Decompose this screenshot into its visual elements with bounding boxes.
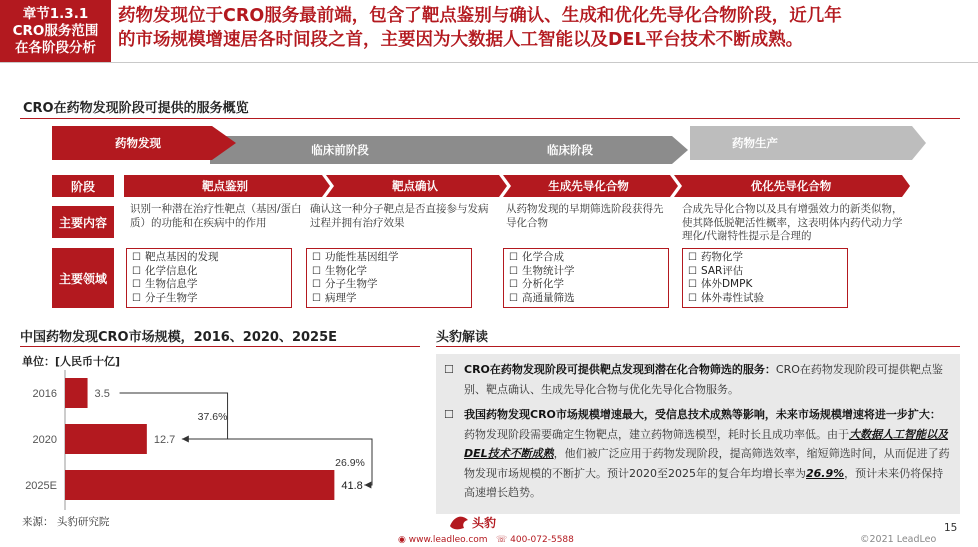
insight-2-text-2: ，他们被广泛应用于药物发现阶段，提高筛选效率，缩短筛选时间，从而促进了药物发现市场规模的不断扩大。预计2020至2025年的复合年均增长率为 xyxy=(464,447,950,480)
copyright: ©2021 LeadLeo xyxy=(860,534,937,545)
row-label-content: 主要内容 xyxy=(52,206,114,238)
phase-label-discovery: 药物发现 xyxy=(115,136,161,150)
bar-2016 xyxy=(65,378,88,408)
bar-2025E xyxy=(65,470,334,500)
insight-2-text-1: 药物发现阶段需要确定生物靶点，建立药物筛选模型，耗时长且成功率低。由于 xyxy=(464,427,849,441)
stage-fields-4 xyxy=(682,248,848,308)
phone-text: 400-072-5588 xyxy=(510,535,574,545)
bar-2020 xyxy=(65,424,147,454)
list-item: ☐ 生物信息学 xyxy=(132,278,286,292)
chart-title: 中国药物发现CRO市场规模，2016、2020、2025E xyxy=(20,330,338,345)
footer-website[interactable] xyxy=(398,535,488,545)
globe-icon: ◉ xyxy=(398,535,409,545)
source-note: 来源： 头豹研究院 xyxy=(22,516,110,528)
insight-item-2 xyxy=(444,405,950,503)
insight-panel xyxy=(436,354,960,514)
stage-header-1: 靶点鉴别 xyxy=(202,179,248,193)
stage-header-4: 优化先导化合物 xyxy=(750,179,832,193)
list-item: ☐ SAR评估 xyxy=(688,265,842,279)
growth-label-2: 26.9% xyxy=(335,457,365,469)
insight-2-highlight-1: 大数据人工智能以及DEL技术不断成熟 xyxy=(464,427,948,460)
list-item: ☐ 分子生物学 xyxy=(132,292,286,306)
list-item: ☐ 化学信息化 xyxy=(132,265,286,279)
section-tag-line-3: 在各阶段分析 xyxy=(15,40,96,56)
tick-label: 2016 xyxy=(32,388,57,400)
overview-title: CRO在药物发现阶段可提供的服务概览 xyxy=(23,101,249,116)
stage-header-2: 靶点确认 xyxy=(392,179,438,193)
page-number: 15 xyxy=(944,522,958,534)
page-title-line-2: 的市场规模增速居各时间段之首，主要因为大数据人工智能以及DEL平台技术不断成熟。 xyxy=(118,30,804,50)
insight-2-bold: 我国药物发现CRO市场规模增速最大，受信息技术成熟等影响，未来市场规模增速将进一步扩大： xyxy=(464,408,941,421)
list-item: ☐ 高通量筛选 xyxy=(509,292,663,306)
website-text: www.leadleo.com xyxy=(408,535,488,545)
stage-content-3: 从药物发现的早期筛选阶段获得先导化合物 xyxy=(506,203,664,229)
phase-label-production: 药物生产 xyxy=(732,136,778,150)
list-item: ☐ 病理学 xyxy=(312,292,466,306)
list-item: ☐ 体外DMPK xyxy=(688,278,842,292)
chart-unit: 单位：[人民币十亿] xyxy=(22,355,121,368)
stage-fields-3 xyxy=(503,248,669,308)
insight-title: 头豹解读 xyxy=(436,330,489,345)
stage-header-3: 生成先导化合物 xyxy=(548,179,629,193)
insight-2-text-3: ，预计未来仍将保持高速增长趋势。 xyxy=(464,466,944,499)
list-item: ☐ 分析化学 xyxy=(509,278,663,292)
section-tag-line-1: 章节1.3.1 xyxy=(22,6,89,22)
list-item: ☐ 分子生物学 xyxy=(312,278,466,292)
section-tag-line-2: CRO服务范围 xyxy=(12,23,99,39)
stage-content-2: 确认这一种分子靶点是否直接参与发病过程并拥有治疗效果 xyxy=(310,203,489,229)
list-item: ☐ 功能性基因组学 xyxy=(312,251,466,265)
stage-content-4: 合成先导化合物以及具有增强效力的新类似物，使其降低脱靶活性概率，这表明体内药代动力学理化/代谢特性提示是合理的 xyxy=(682,203,903,242)
growth-label-1: 37.6% xyxy=(197,411,228,423)
list-item: ☐ 药物化学 xyxy=(688,251,842,265)
leadleo-logo xyxy=(448,512,508,534)
phone-icon: ☏ xyxy=(496,535,511,545)
row-label-stage: 阶段 xyxy=(52,175,114,197)
phase-arrows xyxy=(0,0,978,200)
insight-2-highlight-2: 26.9% xyxy=(806,466,845,480)
checkbox-icon: ☐ xyxy=(444,408,454,421)
stage-fields-1 xyxy=(126,248,292,308)
footer-phone xyxy=(496,535,574,545)
insight-1-bold: CRO在药物发现阶段可提供靶点发现到潜在化合物筛选的服务： xyxy=(464,363,776,376)
market-size-chart xyxy=(20,370,420,510)
list-item: ☐ 化学合成 xyxy=(509,251,663,265)
data-label: 3.5 xyxy=(94,388,110,400)
phase-label-clinical: 临床阶段 xyxy=(547,143,593,157)
tick-label: 2020 xyxy=(32,434,57,446)
data-label: 41.8 xyxy=(341,480,363,492)
insight-1-text: CRO在药物发现阶段可提供靶点鉴别、靶点确认、生成先导化合物与优化先导化合物服务。 xyxy=(464,363,943,396)
list-item: ☐ 体外毒性试验 xyxy=(688,292,842,306)
data-label: 12.7 xyxy=(153,434,176,446)
stage-content-1: 识别一种潜在治疗性靶点（基因/蛋白质）的功能和在疾病中的作用 xyxy=(130,203,302,229)
list-item: ☐ 生物统计学 xyxy=(509,265,663,279)
page-title-line-1: 药物发现位于CRO服务最前端，包含了靶点鉴别与确认、生成和优化先导化合物阶段，近几年 xyxy=(118,6,842,26)
checkbox-icon: ☐ xyxy=(444,363,454,376)
list-item: ☐ 靶点基因的发现 xyxy=(132,251,286,265)
growth-arrowhead-2 xyxy=(364,482,371,489)
insight-item-1 xyxy=(444,360,950,399)
chart-divider xyxy=(20,346,420,347)
logo-text: 头豹 xyxy=(472,516,497,530)
insight-divider xyxy=(436,346,960,347)
stage-fields-2 xyxy=(306,248,472,308)
row-label-field: 主要领域 xyxy=(52,248,114,308)
tick-label: 2025E xyxy=(25,480,57,492)
phase-label-preclinical: 临床前阶段 xyxy=(311,143,369,157)
list-item: ☐ 生物化学 xyxy=(312,265,466,279)
